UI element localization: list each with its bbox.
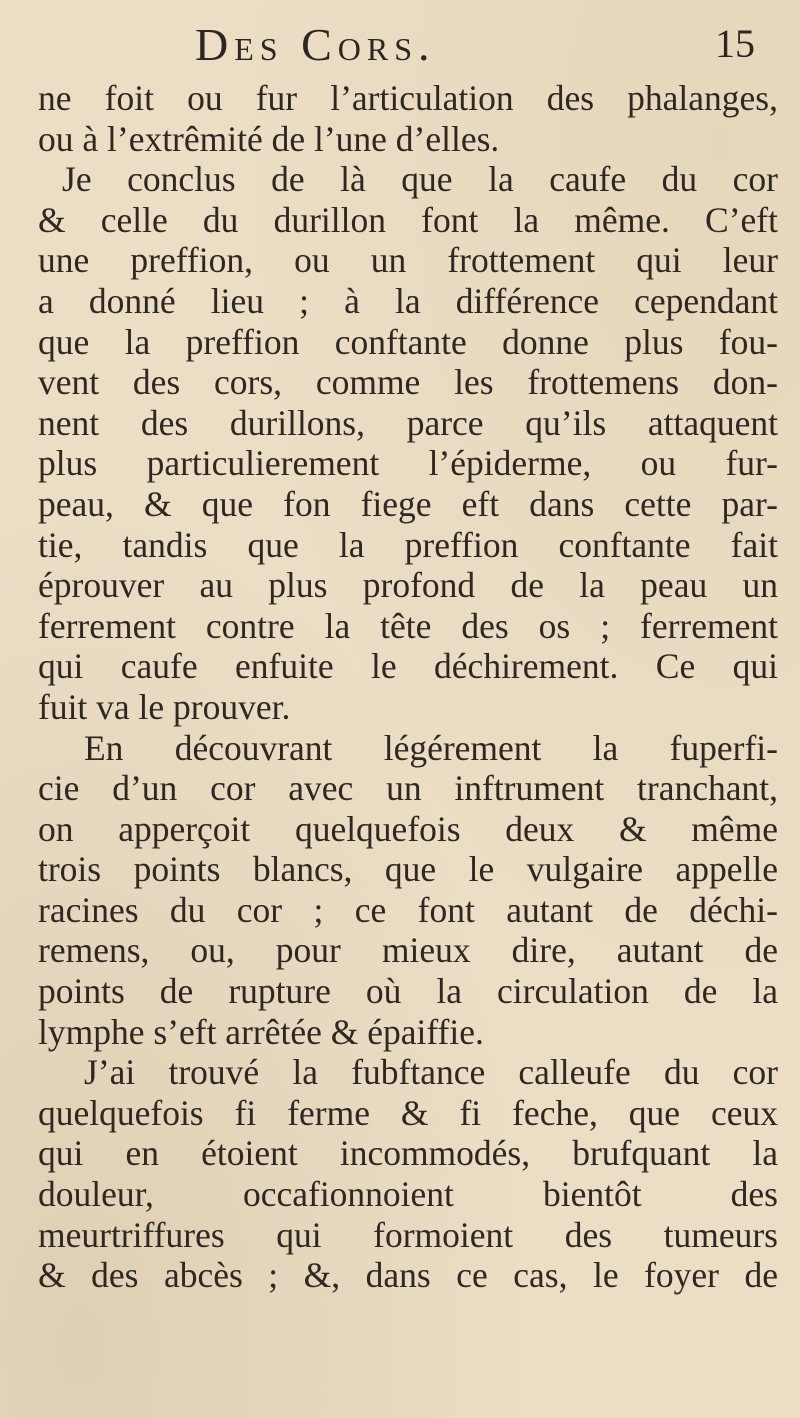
text-line: remens, ou, pour mieux dire, autant de [38, 930, 778, 971]
text-line: cie d’un cor avec un inftrument tranchant, [38, 768, 778, 809]
text-line: quelquefois fi ferme & fi feche, que ceux [38, 1092, 778, 1133]
text-line: & celle du durillon font la même. C’eft [38, 199, 778, 240]
text-line: & des abcès ; &, dans ce cas, le foyer de [38, 1255, 778, 1296]
text-line: trois points blancs, que le vulgaire appelle [38, 849, 778, 890]
text-line: peau, & que fon fiege eft dans cette par- [38, 483, 778, 524]
text-line: tie, tandis que la preffion conftante fait [38, 524, 778, 565]
page-number: 15 [715, 21, 755, 66]
text-line: vent des cors, comme les frottemens don- [38, 362, 778, 403]
text-line: lymphe s’eft arrêtée & épaiffie. [38, 1011, 484, 1052]
text-line: points de rupture où la circulation de la [38, 971, 778, 1012]
text-line: fuit va le prouver. [38, 686, 291, 727]
text-line: que la preffion conftante donne plus fou- [38, 321, 778, 362]
text-line: une preffion, ou un frottement qui leur [38, 240, 778, 281]
text-line: plus particulierement l’épiderme, ou fur- [38, 443, 778, 484]
text-line: douleur, occafionnoient bientôt des [38, 1174, 778, 1215]
running-title: Des Cors. [195, 19, 436, 70]
text-line: on apperçoit quelquefois deux & même [38, 808, 778, 849]
text-line: a donné lieu ; à la différence cependant [38, 280, 778, 321]
paragraph-start-line: Je conclus de là que la caufe du cor [62, 159, 778, 200]
body-text [38, 78, 778, 1296]
paragraph-start-line: En découvrant légérement la fuperfi- [84, 727, 778, 768]
text-line: ne foit ou fur l’articulation des phalanges, [38, 78, 778, 118]
text-line: ou à l’extrêmité de l’une d’elles. [38, 118, 500, 159]
text-line: qui en étoient incommodés, brufquant la [38, 1133, 778, 1174]
text-line: racines du cor ; ce font autant de déchi- [38, 889, 778, 930]
text-line: éprouver au plus profond de la peau un [38, 565, 778, 606]
text-line: nent des durillons, parce qu’ils attaquent [38, 402, 778, 443]
page-header [0, 18, 800, 78]
text-line: qui caufe enfuite le déchirement. Ce qui [38, 646, 778, 687]
text-line: ferrement contre la tête des os ; ferrement [38, 605, 778, 646]
text-line: meurtriffures qui formoient des tumeurs [38, 1214, 778, 1255]
paragraph-start-line: J’ai trouvé la fubftance calleufe du cor [84, 1052, 778, 1093]
